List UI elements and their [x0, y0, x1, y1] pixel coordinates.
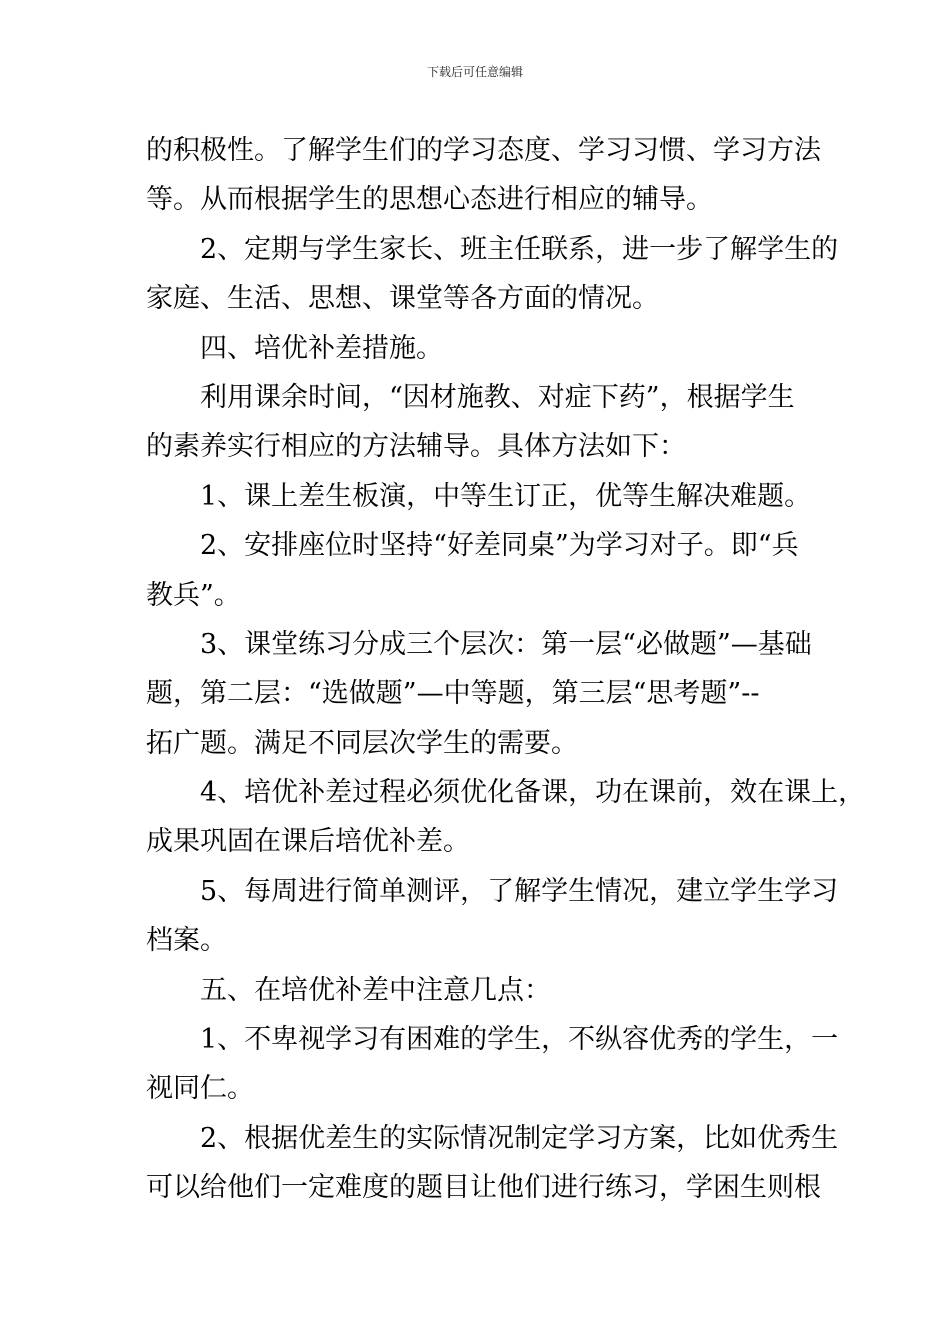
text-line: 视同仁。 [146, 1073, 254, 1105]
text-line: 1、课上差生板演，中等生订正，优等生解决难题。 [200, 480, 812, 512]
section-heading: 五、在培优补差中注意几点： [200, 974, 551, 1006]
text-line: 利用课余时间，“因材施教、对症下药”，根据学生 [200, 381, 795, 413]
text-line: 家庭、生活、思想、课堂等各方面的情况。 [146, 283, 659, 315]
text-line: 成果巩固在课后培优补差。 [146, 826, 470, 858]
text-line: 的素养实行相应的方法辅导。具体方法如下： [146, 431, 686, 463]
text-line: 等。从而根据学生的思想心态进行相应的辅导。 [146, 184, 713, 216]
text-line: 拓广题。满足不同层次学生的需要。 [146, 727, 578, 759]
text-line: 的积极性。了解学生们的学习态度、学习习惯、学习方法 [146, 135, 821, 166]
document-body [146, 126, 866, 1213]
text-line: 2、安排座位时坚持“好差同桌”为学习对子。即“兵 [200, 530, 799, 562]
text-line: 教兵”。 [146, 579, 241, 611]
text-line: 2、定期与学生家长、班主任联系，进一步了解学生的 [200, 233, 839, 265]
text-line: 题，第二层：“选做题”—中等题，第三层“思考题”-- [146, 678, 760, 710]
text-line: 可以给他们一定难度的题目让他们进行练习，学困生则根 [146, 1172, 821, 1204]
text-line: 3、课堂练习分成三个层次：第一层“必做题”—基础 [200, 628, 812, 660]
section-heading: 四、培优补差措施。 [200, 332, 443, 364]
text-line: 2、根据优差生的实际情况制定学习方案，比如优秀生 [200, 1122, 839, 1154]
text-line: 档案。 [146, 925, 227, 957]
page-header: 下载后可任意编辑 [426, 65, 523, 79]
text-line: 5、每周进行简单测评，了解学生情况，建立学生学习 [200, 875, 839, 907]
text-line: 1、不卑视学习有困难的学生，不纵容优秀的学生，一 [200, 1024, 839, 1056]
text-line: 4、培优补差过程必须优化备课，功在课前，效在课上， [200, 777, 866, 809]
